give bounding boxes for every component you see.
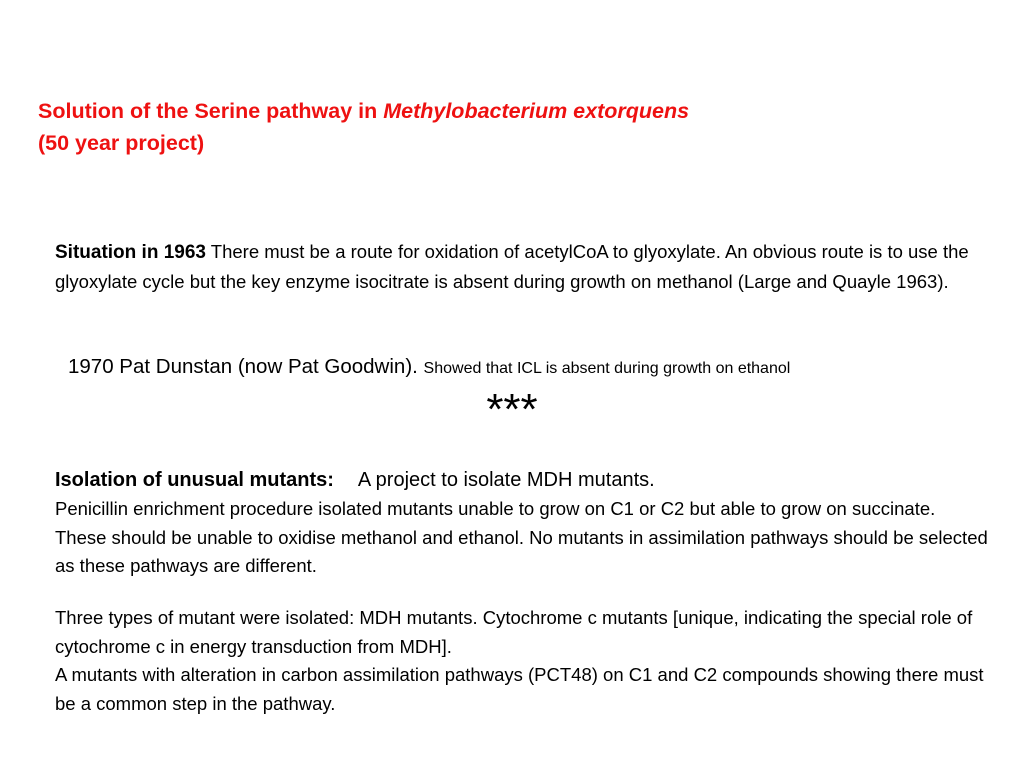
mutants-text-1: Three types of mutant were isolated: MDH mutants. Cytochrome c mutants [unique, indicating the special role of cytochrome c in energy transduction from MDH]. xyxy=(55,607,973,657)
dunstan-heading: 1970 Pat Dunstan (now Pat Goodwin). xyxy=(68,355,424,378)
title-subtitle: (50 year project) xyxy=(38,131,205,155)
title-prefix: Solution of the Serine pathway in xyxy=(38,99,384,123)
isolation-heading: Isolation of unusual mutants: xyxy=(55,469,334,491)
isolation-heading-line xyxy=(55,465,990,495)
situation-paragraph xyxy=(55,238,990,296)
isolation-text: Penicillin enrichment procedure isolated mutants unable to grow on C1 or C2 but able to grow on succinate. These should be unable to oxidise methanol and ethanol. No mutants in assimilation pathways should be selected as these pathways are different. xyxy=(55,498,988,576)
slide-title xyxy=(38,95,998,159)
situation-text: There must be a route for oxidation of acetylCoA to glyoxylate. An obvious route is to use the glyoxylate cycle but the key enzyme isocitrate is absent during growth on methanol (Large and Quayle 1963). xyxy=(55,241,969,292)
title-species: Methylobacterium extorquens xyxy=(383,99,690,123)
mutants-paragraph xyxy=(55,604,990,718)
dunstan-text: Showed that ICL is absent during growth on ethanol xyxy=(423,360,791,377)
dunstan-paragraph xyxy=(68,355,988,379)
isolation-paragraph xyxy=(55,465,990,581)
mutants-text-2: A mutants with alteration in carbon assimilation pathways (PCT48) on C1 and C2 compounds showing there must be a common step in the pathway. xyxy=(55,664,984,714)
section-separator: *** xyxy=(486,385,538,434)
isolation-subtitle: A project to isolate MDH mutants. xyxy=(357,469,655,491)
situation-heading: Situation in 1963 xyxy=(55,242,206,263)
